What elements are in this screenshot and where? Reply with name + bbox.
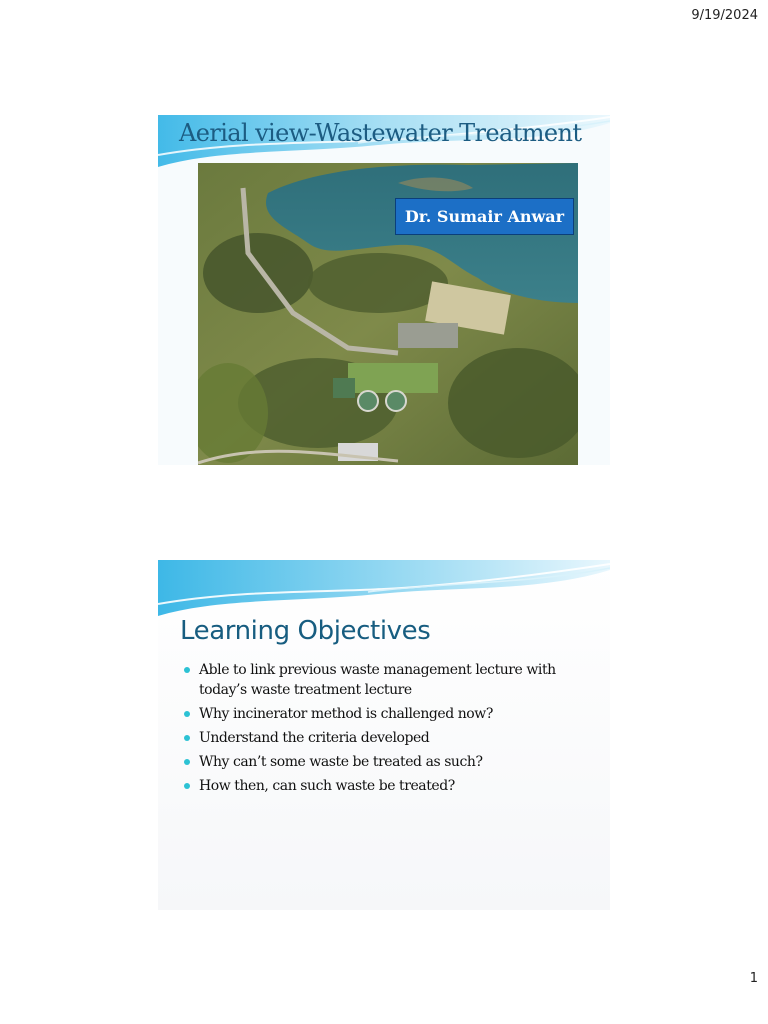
slide-aerial-view — [158, 115, 610, 465]
list-item: Able to link previous waste management lecture with today’s waste treatment lecture — [180, 660, 600, 700]
objectives-list — [180, 660, 600, 800]
bullet-icon — [184, 711, 190, 717]
list-item: Understand the criteria developed — [180, 728, 600, 748]
author-name-box: Dr. Sumair Anwar — [395, 198, 574, 235]
slide-learning-objectives — [158, 560, 610, 910]
list-item: Why incinerator method is challenged now? — [180, 704, 600, 724]
slide-title: Learning Objectives — [180, 616, 431, 646]
bullet-icon — [184, 667, 190, 673]
page-number: 1 — [749, 971, 758, 986]
bullet-icon — [184, 759, 190, 765]
bullet-icon — [184, 783, 190, 789]
bullet-icon — [184, 735, 190, 741]
slide-title: Aerial view-Wastewater Treatment — [179, 119, 582, 147]
list-item: How then, can such waste be treated? — [180, 776, 600, 796]
list-item: Why can’t some waste be treated as such? — [180, 752, 600, 772]
print-date: 9/19/2024 — [691, 8, 758, 23]
slide-wave-banner — [158, 560, 610, 616]
